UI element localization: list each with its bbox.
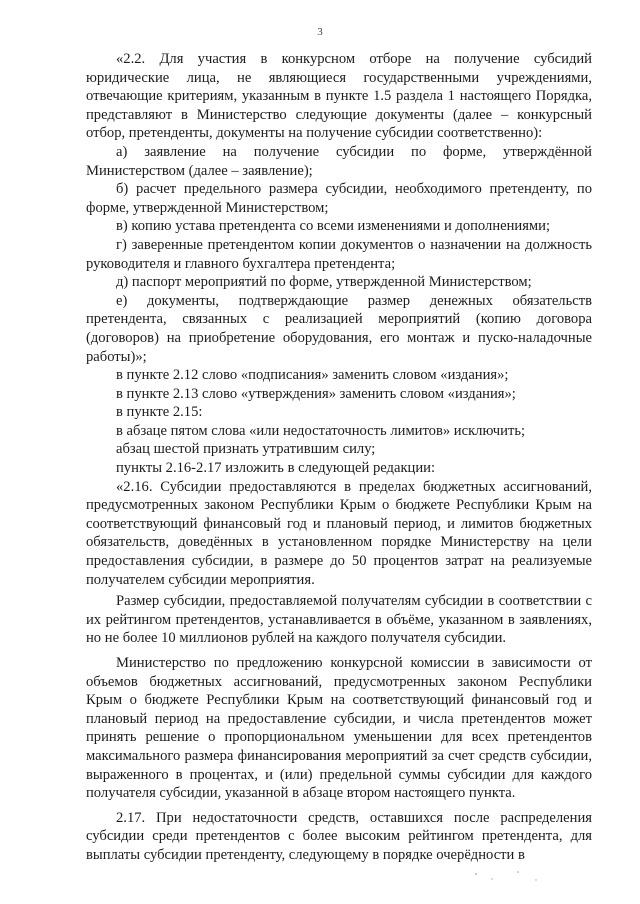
paragraph: «2.16. Субсидии предоставляются в пределах бюджетных ассигнований, предусмотренных законом Республики Крым о бюджете Республики Крым на соответствующий финансовый год и плановый период, и лимитов бюджетных обязательств, доведённых в установленном порядке Министерству на цели предоставления субсидии, в размере до 50 процентов затрат на реализуемые получателем субсидии мероприятия. bbox=[86, 478, 592, 588]
paragraph: Размер субсидии, предоставляемой получателям субсидии в соответствии с их рейтингом претендентов, устанавливается в объёме, указанном в заявлениях, но не более 10 миллионов рублей на каждого получателя субсидии. bbox=[86, 593, 592, 647]
paragraph: 2.17. При недостаточности средств, оставшихся после распределения субсидии среди претендентов с более высоким рейтингом претендента, для выплаты субсидии претенденту, следующему в порядке очерёдности в bbox=[86, 809, 592, 863]
paragraph: в пункте 2.12 слово «подписания» заменить словом «издания»; bbox=[116, 367, 509, 384]
paragraph: в) копию устава претендента со всеми изменениями и дополнениями; bbox=[116, 218, 551, 235]
paragraph: в пункте 2.13 слово «утверждения» заменить словом «издания»; bbox=[116, 385, 516, 402]
paragraph: е) документы, подтверждающие размер денежных обязательств претендента, связанных с реализацией мероприятий (копию договора (договоров) на приобретение оборудования, его монтаж и пуско-наладочные работы)»; bbox=[86, 292, 592, 365]
page-number: 3 bbox=[317, 26, 323, 38]
document-body bbox=[86, 50, 592, 865]
paragraph: д) паспорт мероприятий по форме, утвержденной Министерством; bbox=[116, 274, 532, 291]
scan-specks bbox=[470, 868, 550, 884]
paragraph: б) расчет предельного размера субсидии, необходимого претенденту, по форме, утвержденной Министерством; bbox=[86, 181, 592, 216]
paragraph: а) заявление на получение субсидии по форме, утверждённой Министерством (далее – заявление); bbox=[86, 143, 592, 179]
paragraph: абзац шестой признать утратившим силу; bbox=[116, 441, 376, 458]
paragraph: Министерство по предложению конкурсной комиссии в зависимости от объемов бюджетных ассигнований, предусмотренных законом Республики Крым о бюджете Республики Крым на соответствующий финансовый год и плановый период на предоставление субсидии, и числа претендентов может принять решение о пропорциональном уменьшении для всех претендентов максимального размера финансирования мероприятий за счет средств субсидии, выраженного в процентах, и (или) предельной суммы субсидии для каждого получателя субсидии, указанной в абзаце втором настоящего пункта. bbox=[86, 655, 592, 802]
paragraph: «2.2. Для участия в конкурсном отборе на получение субсидий юридические лица, не являющиеся государственными учреждениями, отвечающие критериям, указанным в пункте 1.5 раздела 1 настоящего Порядка, представляют в Министерство следующие документы (далее – конкурсный отбор, претенденты, документы на получение субсидии соответственно): bbox=[86, 51, 592, 142]
paragraph: г) заверенные претендентом копии документов о назначении на должность руководителя и главного бухгалтера претендента; bbox=[86, 236, 592, 272]
paragraph: в пункте 2.15: bbox=[116, 404, 203, 421]
paragraph: пункты 2.16-2.17 изложить в следующей редакции: bbox=[116, 460, 436, 477]
paragraph: в абзаце пятом слова «или недостаточность лимитов» исключить; bbox=[116, 422, 526, 439]
